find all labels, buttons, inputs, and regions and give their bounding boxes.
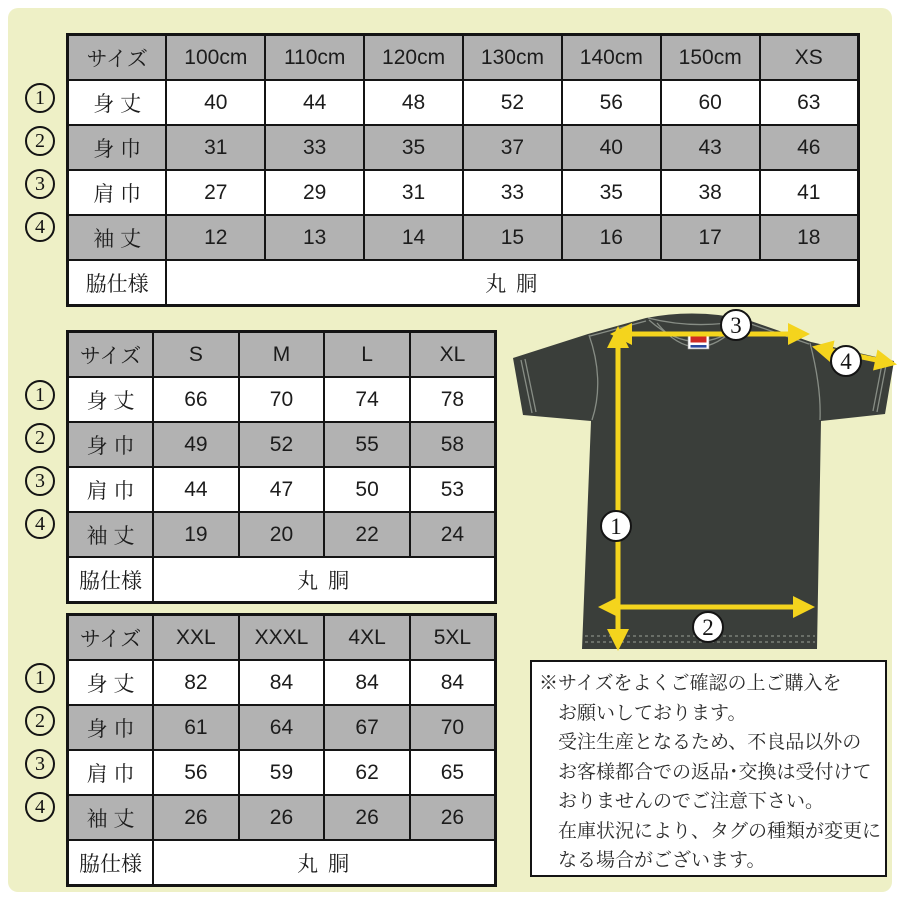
row-marker-circle: 1	[25, 83, 55, 113]
row-marker-circle: 1	[25, 380, 55, 410]
header-cell: 100cm	[166, 35, 265, 81]
header-cell: 140cm	[562, 35, 661, 81]
value-cell: 24	[410, 512, 496, 557]
value-cell: 52	[239, 422, 325, 467]
table-row	[68, 705, 496, 750]
header-row	[68, 35, 859, 81]
size-table-adult	[66, 330, 497, 604]
value-cell: 31	[364, 170, 463, 215]
header-cell: 150cm	[661, 35, 760, 81]
value-cell: 29	[265, 170, 364, 215]
value-cell: 55	[324, 422, 410, 467]
notice-line: 受注生産となるため、不良品以外の	[558, 732, 862, 753]
row-marker-circle: 2	[25, 706, 55, 736]
value-cell: 16	[562, 215, 661, 260]
svg-text:3: 3	[730, 313, 742, 338]
row-label: 身 巾	[68, 125, 167, 170]
value-cell: 43	[661, 125, 760, 170]
footer-label: 脇仕様	[68, 260, 167, 306]
value-cell: 70	[239, 377, 325, 422]
value-cell: 26	[153, 795, 239, 840]
tshirt-measurement-diagram	[508, 308, 900, 656]
header-cell: 120cm	[364, 35, 463, 81]
table-row	[68, 660, 496, 705]
notice-line: 在庫状況により、タグの種類が変更に	[558, 820, 882, 842]
value-cell: 78	[410, 377, 496, 422]
footer-row	[68, 260, 859, 306]
value-cell: 12	[166, 215, 265, 260]
table-row	[68, 795, 496, 840]
value-cell: 44	[265, 80, 364, 125]
header-cell: L	[324, 332, 410, 378]
row-marker-circle: 3	[25, 749, 55, 779]
table-row	[68, 215, 859, 260]
value-cell: 13	[265, 215, 364, 260]
value-cell: 14	[364, 215, 463, 260]
header-cell: XL	[410, 332, 496, 378]
row-label: 肩 巾	[68, 750, 154, 795]
value-cell: 47	[239, 467, 325, 512]
size-table-kids	[66, 33, 860, 307]
row-label: 身 丈	[68, 660, 154, 705]
table-row	[68, 467, 496, 512]
value-cell: 67	[324, 705, 410, 750]
table-row	[68, 125, 859, 170]
header-cell: サイズ	[68, 35, 167, 81]
value-cell: 74	[324, 377, 410, 422]
value-cell: 82	[153, 660, 239, 705]
value-cell: 17	[661, 215, 760, 260]
size-table-big	[66, 613, 497, 887]
value-cell: 35	[364, 125, 463, 170]
value-cell: 26	[324, 795, 410, 840]
notice-line: お願いしております。	[558, 702, 747, 724]
table-row	[68, 377, 496, 422]
value-cell: 44	[153, 467, 239, 512]
value-cell: 26	[410, 795, 496, 840]
value-cell: 58	[410, 422, 496, 467]
value-cell: 33	[463, 170, 562, 215]
value-cell: 18	[760, 215, 859, 260]
row-label: 身 巾	[68, 705, 154, 750]
value-cell: 40	[166, 80, 265, 125]
header-cell: 5XL	[410, 615, 496, 661]
value-cell: 31	[166, 125, 265, 170]
notice-line: なる場合がございます。	[558, 850, 766, 871]
value-cell: 56	[153, 750, 239, 795]
footer-value: 丸 胴	[153, 840, 495, 886]
table-row	[68, 512, 496, 557]
value-cell: 60	[661, 80, 760, 125]
row-marker-circle: 3	[25, 169, 55, 199]
row-label: 身 丈	[68, 80, 167, 125]
diagram-marker-3	[721, 310, 751, 340]
header-cell: サイズ	[68, 615, 154, 661]
row-marker-circle: 1	[25, 663, 55, 693]
footer-row	[68, 557, 496, 603]
value-cell: 33	[265, 125, 364, 170]
row-marker-circle: 4	[25, 792, 55, 822]
header-cell: XXXL	[239, 615, 325, 661]
header-cell: 130cm	[463, 35, 562, 81]
row-marker-circle: 3	[25, 466, 55, 496]
value-cell: 53	[410, 467, 496, 512]
header-cell: M	[239, 332, 325, 378]
row-marker-circle: 2	[25, 126, 55, 156]
row-label: 袖 丈	[68, 512, 154, 557]
header-cell: 110cm	[265, 35, 364, 81]
value-cell: 70	[410, 705, 496, 750]
value-cell: 84	[324, 660, 410, 705]
footer-value: 丸 胴	[153, 557, 495, 603]
row-marker-circle: 4	[25, 509, 55, 539]
table-row	[68, 80, 859, 125]
row-label: 肩 巾	[68, 170, 167, 215]
header-cell: XXL	[153, 615, 239, 661]
value-cell: 61	[153, 705, 239, 750]
header-row	[68, 332, 496, 378]
row-label: 肩 巾	[68, 467, 154, 512]
value-cell: 46	[760, 125, 859, 170]
diagram-marker-4	[831, 346, 861, 376]
row-marker-circle: 4	[25, 212, 55, 242]
row-label: 袖 丈	[68, 795, 154, 840]
value-cell: 62	[324, 750, 410, 795]
value-cell: 84	[410, 660, 496, 705]
value-cell: 22	[324, 512, 410, 557]
table-row	[68, 170, 859, 215]
value-cell: 26	[239, 795, 325, 840]
value-cell: 15	[463, 215, 562, 260]
svg-text:2: 2	[702, 615, 714, 640]
footer-row	[68, 840, 496, 886]
value-cell: 59	[239, 750, 325, 795]
svg-text:4: 4	[840, 349, 852, 374]
value-cell: 37	[463, 125, 562, 170]
notice-line: ※サイズをよくご確認の上ご購入を	[539, 673, 842, 694]
value-cell: 20	[239, 512, 325, 557]
row-label: 身 丈	[68, 377, 154, 422]
notice-line: おりませんのでご注意下さい。	[558, 791, 825, 812]
value-cell: 63	[760, 80, 859, 125]
value-cell: 49	[153, 422, 239, 467]
value-cell: 19	[153, 512, 239, 557]
value-cell: 56	[562, 80, 661, 125]
value-cell: 27	[166, 170, 265, 215]
header-cell: 4XL	[324, 615, 410, 661]
header-cell: サイズ	[68, 332, 154, 378]
value-cell: 40	[562, 125, 661, 170]
value-cell: 64	[239, 705, 325, 750]
row-label: 袖 丈	[68, 215, 167, 260]
footer-value: 丸 胴	[166, 260, 858, 306]
value-cell: 84	[239, 660, 325, 705]
value-cell: 41	[760, 170, 859, 215]
value-cell: 65	[410, 750, 496, 795]
diagram-marker-1	[601, 511, 631, 541]
header-row	[68, 615, 496, 661]
notice-line: お客様都合での返品･交換は受付けて	[558, 761, 872, 783]
value-cell: 48	[364, 80, 463, 125]
header-cell: S	[153, 332, 239, 378]
header-cell: XS	[760, 35, 859, 81]
row-marker-circle: 2	[25, 423, 55, 453]
table-row	[68, 422, 496, 467]
value-cell: 52	[463, 80, 562, 125]
diagram-marker-2	[693, 612, 723, 642]
svg-text:1: 1	[610, 514, 622, 539]
value-cell: 35	[562, 170, 661, 215]
value-cell: 66	[153, 377, 239, 422]
row-label: 身 巾	[68, 422, 154, 467]
value-cell: 50	[324, 467, 410, 512]
value-cell: 38	[661, 170, 760, 215]
footer-label: 脇仕様	[68, 840, 154, 886]
table-row	[68, 750, 496, 795]
purchase-notice-box	[530, 660, 887, 877]
footer-label: 脇仕様	[68, 557, 154, 603]
